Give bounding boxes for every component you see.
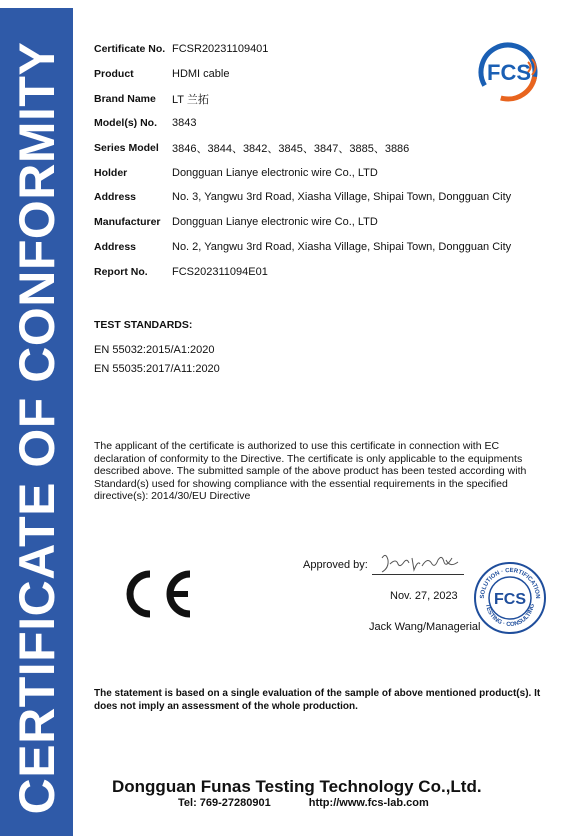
- field-row: [94, 210, 564, 235]
- field-value: LT 兰拓: [172, 93, 209, 106]
- website-link[interactable]: http://www.fcs-lab.com: [308, 797, 429, 809]
- field-value: Dongguan Lianye electronic wire Co., LTD: [172, 166, 378, 179]
- field-value: 3843: [172, 117, 197, 130]
- authorization-statement: The applicant of the certificate is authorized to use this certificate in connection with EC declaration of conformity to the Directive. The certificate is only applicable to the equipments described above. The submitted sample of the above product has been tested according with Standard(s) used for showing compliance with the essential requirements in the specified directive(s): 2014/30/EU Directive: [94, 440, 527, 503]
- field-label: Manufacturer: [94, 216, 161, 229]
- field-label: Address: [94, 240, 137, 253]
- field-label: Report No.: [94, 265, 148, 278]
- sidebar-title: CERTIFICATE OF CONFORMITY: [9, 41, 65, 815]
- field-value: 3846、3844、3842、3845、3847、3885、3886: [172, 143, 410, 156]
- standards-title: TEST STANDARDS:: [94, 319, 193, 331]
- standard-item: EN 55035:2017/A11:2020: [94, 363, 220, 375]
- field-row: [94, 185, 564, 210]
- field-label: Model(s) No.: [94, 117, 157, 130]
- contact-line: [178, 797, 429, 809]
- seal-center-text: FCS: [494, 591, 526, 608]
- certificate-fields: [94, 37, 564, 284]
- field-row: [94, 37, 564, 62]
- field-row: [94, 235, 564, 260]
- field-label: Product: [94, 68, 134, 81]
- field-row: [94, 259, 564, 284]
- signer-name: Jack Wang/Managerial: [369, 621, 481, 633]
- field-row: [94, 160, 564, 185]
- field-value: HDMI cable: [172, 68, 230, 81]
- field-value: FCSR20231109401: [172, 43, 269, 56]
- approved-by-label: Approved by:: [303, 559, 368, 571]
- field-row: [94, 86, 564, 111]
- signature-icon: [376, 548, 464, 576]
- certification-seal-icon: [472, 560, 548, 636]
- ce-mark-icon: [118, 566, 198, 622]
- sidebar-band: [0, 8, 73, 836]
- field-row: [94, 111, 564, 136]
- tel: Tel: 769-27280901: [178, 797, 271, 809]
- field-label: Address: [94, 191, 137, 204]
- field-label: Series Model: [94, 142, 159, 155]
- field-row: [94, 136, 564, 161]
- field-row: [94, 62, 564, 87]
- seal-top-text: SOLUTION · CERTIFICATION: [479, 567, 541, 599]
- approval-date: Nov. 27, 2023: [390, 590, 458, 602]
- field-value: No. 3, Yangwu 3rd Road, Xiasha Village, Shipai Town, Dongguan City: [172, 191, 512, 204]
- field-value: Dongguan Lianye electronic wire Co., LTD: [172, 216, 378, 229]
- company-name: Dongguan Funas Testing Technology Co.,Ltd.: [112, 777, 482, 796]
- disclaimer: The statement is based on a single evaluation of the sample of above mentioned product(s). It does not imply an assessment of the whole production.: [94, 688, 541, 712]
- field-label: Holder: [94, 166, 128, 179]
- field-value: No. 2, Yangwu 3rd Road, Xiasha Village, Shipai Town, Dongguan City: [172, 240, 512, 253]
- seal-bottom-text: TESTING · CONSULTING: [484, 603, 536, 629]
- signature-line: [372, 574, 464, 575]
- standard-item: EN 55032:2015/A1:2020: [94, 344, 215, 356]
- field-value: FCS202311094E01: [172, 265, 268, 278]
- logo-text: FCS: [487, 60, 531, 85]
- field-label: Certificate No.: [94, 43, 166, 56]
- field-label: Brand Name: [94, 92, 156, 105]
